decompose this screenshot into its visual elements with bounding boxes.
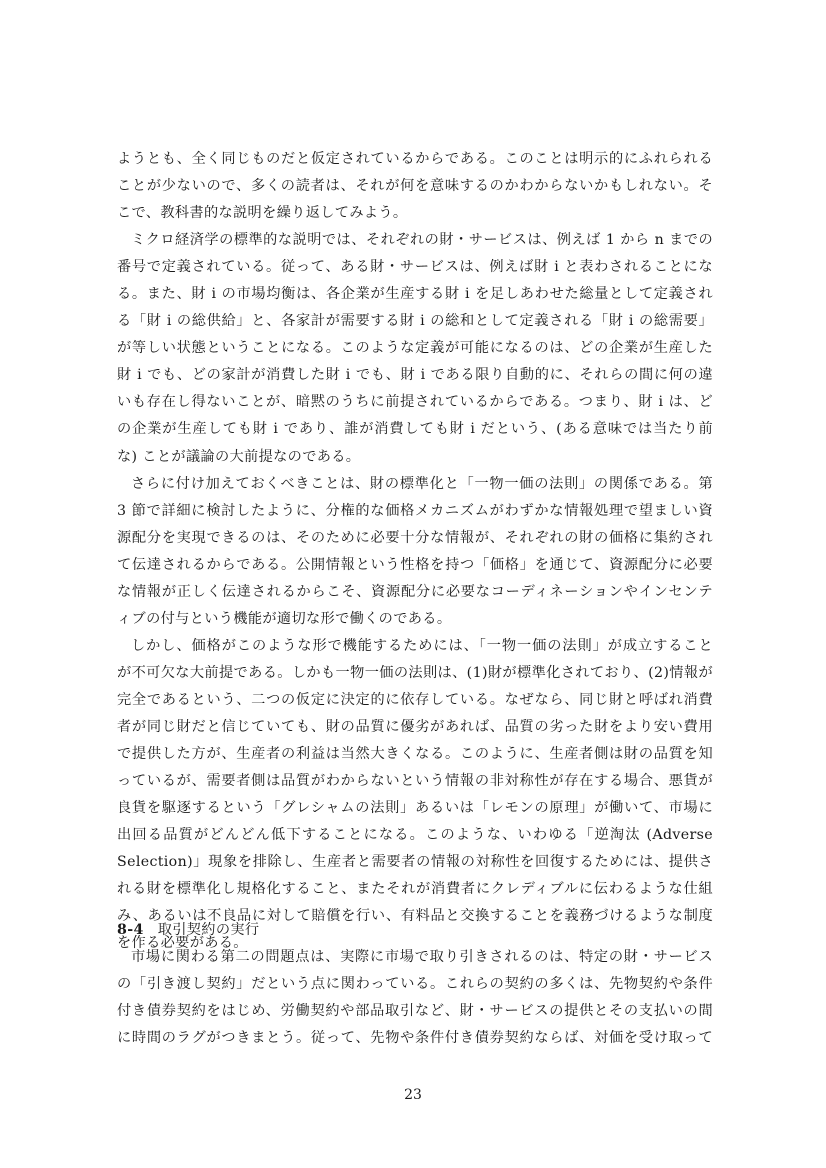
paragraph-line: さらに付け加えておくべきことは、財の標準化と「一物一価の法則」の関係である。第 (131, 475, 713, 492)
paragraph-line: に時間のラグがつきまとう。従って、先物や条件付き債券契約ならば、対価を受け取って (117, 1030, 713, 1047)
paragraph-line: が不可欠な大前提である。しかも一物一価の法則は、(1)財が標準化されており、(2)情報が (117, 664, 713, 681)
paragraph-line: み、あるいは不良品に対して賠償を行い、有料品と交換することを義務づけるような制度 (117, 908, 713, 925)
paragraph-line: な情報が正しく伝達されるからこそ、資源配分に必要なコーディネーションやインセンテ (117, 583, 713, 600)
paragraph-line: Selection)」現象を排除し、生産者と需要者の情報の対称性を回復するためには、提供さ (117, 854, 713, 871)
paragraph-line: 完全であるという、二つの仮定に決定的に依存している。なぜなら、同じ財と呼ばれ消費 (117, 691, 713, 708)
section-number: 8-4 (117, 922, 144, 938)
paragraph-line: ミクロ経済学の標準的な説明では、それぞれの財・サービスは、例えば 1 から n までの (131, 232, 713, 249)
paragraph-line: が等しい状態ということになる。このような定義が可能になるのは、どの企業が生産した (117, 340, 713, 357)
paragraph-line: 財 i でも、どの家計が消費した財 i でも、財 i である限り自動的に、それらの間に何の違 (117, 367, 713, 384)
paragraph-line: しかし、価格がこのような形で機能するためには、「一物一価の法則」が成立すること (131, 637, 713, 654)
paragraph-line: いも存在し得ないことが、暗黙のうちに前提されているからである。つまり、財 i は、ど (117, 394, 713, 411)
paragraph-line: 源配分を実現できるのは、そのために必要十分な情報が、それぞれの財の価格に集約され (117, 529, 713, 546)
paragraph-line: 3 節で詳細に検討したように、分権的な価格メカニズムがわずかな情報処理で望ましい資 (117, 502, 713, 519)
paragraph-line: の企業が生産しても財 i であり、誰が消費しても財 i だという、(ある意味では当たり前 (117, 421, 713, 438)
paragraph-line: 番号で定義されている。従って、ある財・サービスは、例えば財 i と表わされることにな (117, 259, 713, 276)
paragraph-line: を作る必要がある。 (117, 935, 248, 952)
paragraph-line: で提供した方が、生産者の利益は当然大きくなる。このように、生産者側は財の品質を知 (117, 746, 713, 763)
section-heading (117, 917, 259, 944)
paragraph-line: 出回る品質がどんどん低下することになる。このような、いわゆる「逆淘汰 (Adverse (117, 827, 713, 844)
paragraph-line: な) ことが議論の大前提なのである。 (117, 448, 361, 465)
section-body-1 (117, 146, 713, 957)
paragraph-line: 付き債券契約をはじめ、労働契約や部品取引など、財・サービスの提供とその支払いの間 (117, 1003, 713, 1020)
paragraph-line: 市場に関わる第二の問題点は、実際に市場で取り引きされるのは、特定の財・サービス (131, 949, 713, 965)
paragraph-line: ことが少ないので、多くの読者は、それが何を意味するのかわからないかもしれない。そ (117, 178, 713, 195)
paragraph-line: っているが、需要者側は品質がわからないという情報の非対称性が存在する場合、悪貨が (117, 773, 713, 790)
paragraph-line: 者が同じ財だと信じていても、財の品質に優劣があれば、品質の劣った財をより安い費用 (117, 718, 713, 735)
paragraph-line: こで、教科書的な説明を繰り返してみよう。 (117, 205, 408, 222)
paragraph-line: の「引き渡し契約」だという点に関わっている。これらの契約の多くは、先物契約や条件 (117, 976, 713, 993)
section-body-2 (117, 944, 713, 1052)
paragraph-line: ようとも、全く同じものだと仮定されているからである。このことは明示的にふれられる (117, 151, 713, 167)
paragraph-line: て伝達されるからである。公開情報という性格を持つ「価格」を通じて、資源配分に必要 (117, 556, 713, 573)
paragraph-line: ィブの付与という機能が適切な形で働くのである。 (117, 610, 452, 627)
paragraph-line: 良貨を駆逐するという「グレシャムの法則」あるいは「レモンの原理」が働いて、市場に (117, 800, 713, 817)
paragraph-line: れる財を標準化し規格化すること、またそれが消費者にクレディブルに伝わるような仕組 (117, 881, 713, 898)
page-number: 23 (404, 1087, 422, 1103)
section-title: 取引契約の実行 (157, 922, 260, 938)
paragraph-line: る。また、財 i の市場均衡は、各企業が生産する財 i を足しあわせた総量として定義され (117, 286, 713, 303)
paragraph-line: る「財 i の総供給」と、各家計が需要する財 i の総和として定義される「財 i の総需要」 (117, 313, 713, 330)
